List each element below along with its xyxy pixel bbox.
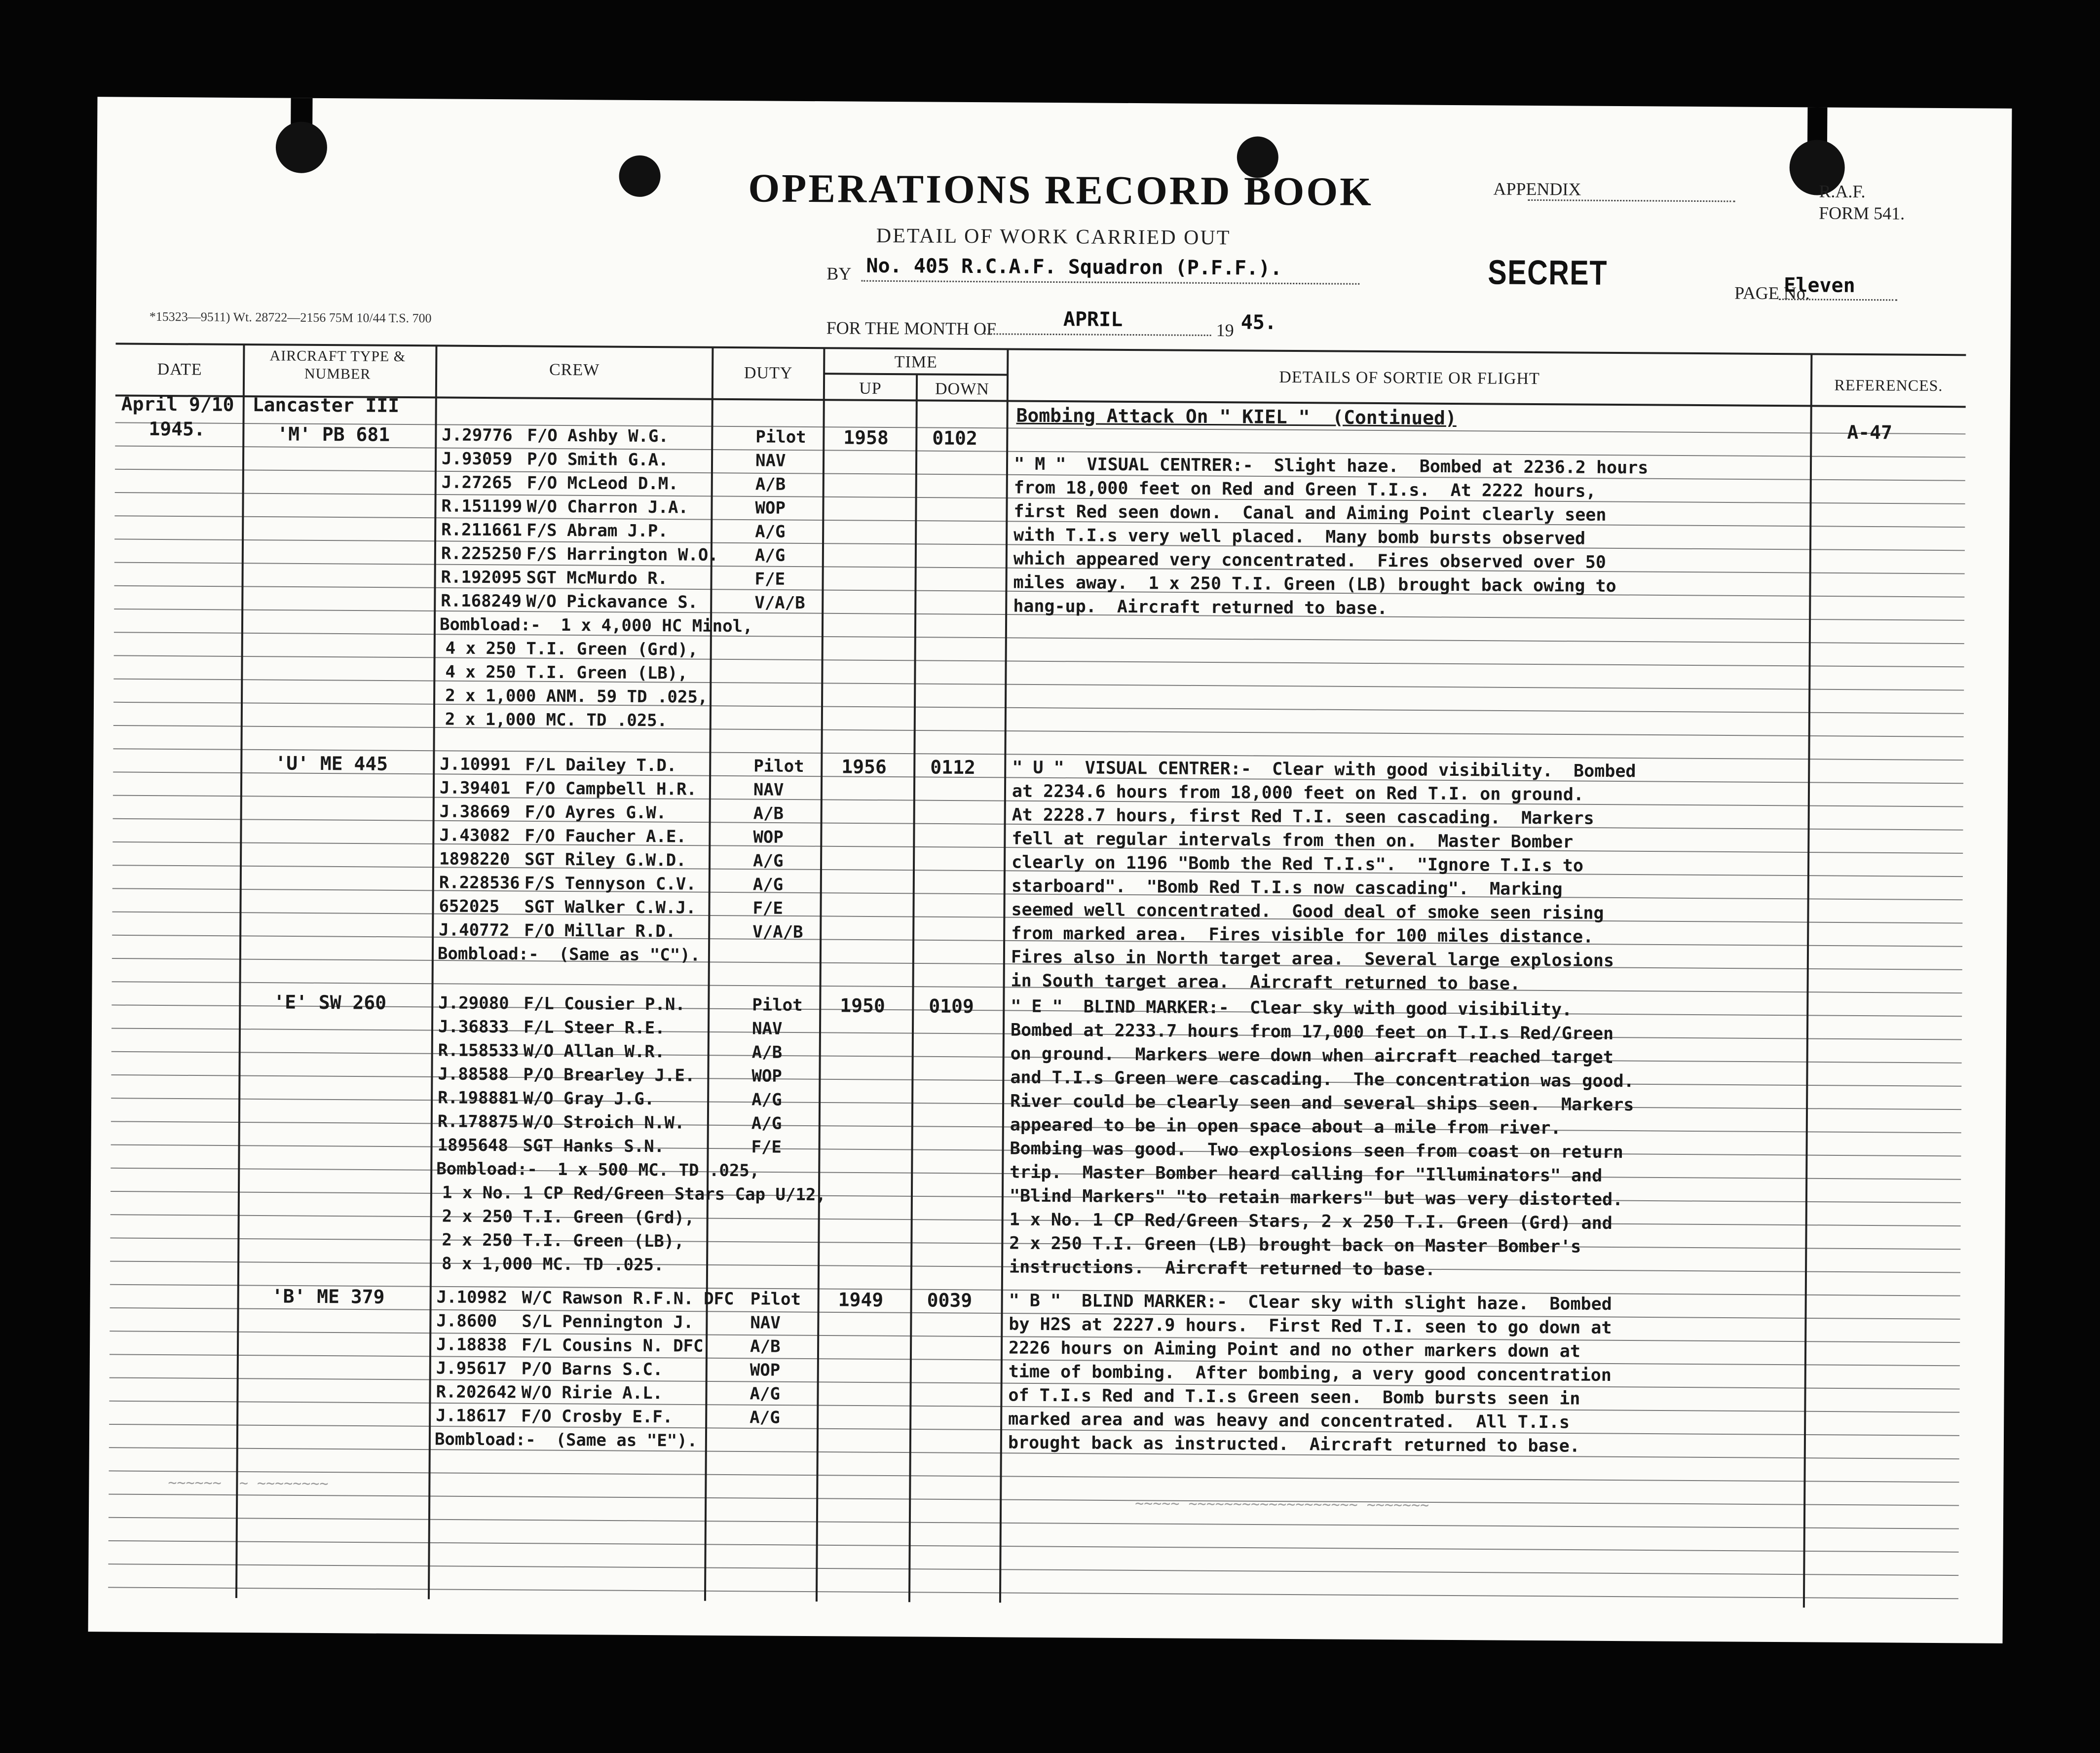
crew-member-name: S/L Pennington J. [522,1311,694,1333]
crew-duty: Pilot [755,427,806,447]
crew-duty: A/B [753,803,784,824]
bombload-line: 2 x 1,000 ANM. 59 TD .025, [445,686,708,707]
aircraft-number: 'M' PB 681 [277,423,390,446]
crew-member-name: W/O Allan W.R. [523,1041,665,1062]
crew-duty: F/E [752,898,784,918]
crew-service-number: J.10991 [440,754,511,775]
crew-member-name: F/O Campbell H.R. [525,778,697,800]
crew-member-name: F/O Crosby E.F. [521,1406,673,1427]
crew-service-number: 652025 [439,896,500,917]
header-aircraft: AIRCRAFT TYPE & NUMBER [269,347,406,382]
crew-duty: A/G [751,1113,782,1134]
crew-member-name: F/O McLeod D.M. [526,473,678,494]
crew-service-number: J.43082 [439,825,510,846]
bombload-line: 2 x 1,000 MC. TD .025. [445,709,668,731]
crew-service-number: J.36833 [438,1017,509,1037]
time-up: 1950 [840,994,885,1017]
sortie-detail-line: in South target area. Aircraft returned to base. [1011,971,1521,994]
aircraft-number: 'U' ME 445 [275,752,388,775]
aircraft-number: 'B' ME 379 [271,1285,385,1308]
time-down: 0102 [932,427,977,450]
crew-duty: F/E [751,1137,782,1157]
crew-service-number: 1898220 [439,849,510,870]
crew-member-name: SGT Hanks S.N. [523,1136,665,1157]
sortie-detail-line: At 2228.7 hours, first Red T.I. seen cascading. Markers [1012,805,1594,829]
crew-service-number: J.95617 [436,1358,507,1379]
sortie-detail-line: from 18,000 feet on Red and Green T.I.s. At 2222 hours, [1013,478,1596,501]
crew-duty: Pilot [753,756,804,776]
header-duty: DUTY [744,364,793,382]
crew-member-name: W/O Ririe A.L. [521,1382,663,1404]
crew-member-name: SGT Riley G.W.D. [524,849,686,871]
crew-service-number: R.211661 [441,520,523,540]
sortie-detail-line: 1 x No. 1 CP Red/Green Stars, 2 x 250 T.I. Green (Grd) and [1009,1210,1612,1233]
crew-duty: NAV [753,780,784,800]
crew-service-number: J.40772 [439,920,510,941]
crew-service-number: J.93059 [441,449,513,469]
crew-service-number: R.228536 [439,873,520,893]
sortie-detail-line: trip. Master Bomber heard calling for "Illuminators" and [1010,1162,1603,1186]
bombload-line: 4 x 250 T.I. Green (Grd), [445,638,698,660]
ruled-line [108,1564,1958,1575]
page-number: Eleven [1784,274,1855,297]
bombload-line: Bombload:- (Same as "C"). [437,944,701,965]
sortie-detail-line: first Red seen down. Canal and Aiming Point clearly seen [1013,501,1607,525]
crew-duty: A/G [752,851,784,871]
header-references: REFERENCES. [1834,376,1943,395]
crew-duty: NAV [751,1019,783,1039]
month-label: FOR THE MONTH OF [826,318,997,339]
raf-form-line-1: R.A.F. [1819,181,1866,202]
crew-member-name: F/O Ashby W.G. [527,425,669,447]
sortie-detail-line: clearly on 1196 "Bomb the Red T.I.s". "Ignore T.I.s to [1011,852,1584,876]
crew-service-number: J.29776 [442,425,513,446]
bombload-line: 4 x 250 T.I. Green (LB), [445,662,688,684]
crew-member-name: SGT Walker C.W.J. [524,897,696,918]
crew-member-name: W/O Charron J.A. [526,496,689,518]
crew-duty: A/G [750,1384,781,1404]
faded-typing: ~~~~~~ ~ ~~~~~~~~ [168,1474,329,1493]
sortie-detail-line: "Blind Markers" "to retain markers" but was very distorted. [1009,1186,1623,1210]
time-up: 1956 [841,756,887,778]
form-subtitle: DETAIL OF WORK CARRIED OUT [876,224,1231,250]
year-value: 45. [1240,311,1277,334]
bombload-line: 2 x 250 T.I. Green (Grd), [442,1206,695,1228]
sortie-detail-line: 2 x 250 T.I. Green (LB) brought back on Master Bomber's [1009,1233,1581,1257]
date-line-1: April 9/10 [121,393,234,416]
ruled-line [113,702,1964,714]
time-down: 0039 [927,1289,973,1312]
bombload-line: Bombload:- 1 x 500 MC. TD .025, [436,1159,760,1181]
crew-service-number: J.18838 [436,1334,507,1355]
sortie-detail-line: on ground. Markers were down when aircraft reached target [1010,1044,1613,1067]
month-value: APRIL [1063,308,1123,331]
crew-duty: V/A/B [754,593,805,613]
bombload-line: 2 x 250 T.I. Green (LB), [442,1230,684,1252]
ops-record-page [88,97,2012,1643]
reference-code: A-47 [1847,421,1893,444]
crew-member-name: F/L Dailey T.D. [525,755,677,776]
sortie-detail-line: miles away. 1 x 250 T.I. Green (LB) brought back owing to [1013,572,1616,596]
crew-member-name: W/O Gray J.G. [523,1088,655,1109]
sortie-detail-line: Bombed at 2233.7 hours from 17,000 feet on T.I.s Red/Green [1010,1020,1614,1044]
crew-service-number: J.8600 [436,1311,497,1332]
ruled-line [109,1471,1959,1482]
crew-service-number: J.27265 [441,472,513,493]
aircraft-number: 'E' SW 260 [273,991,387,1014]
sortie-detail-line: of T.I.s Red and T.I.s Green seen. Bomb bursts seen in [1008,1385,1580,1409]
crew-duty: WOP [755,498,786,518]
sortie-detail-line: at 2234.6 hours from 18,000 feet on Red T.I. on ground. [1012,781,1584,805]
crew-duty: WOP [750,1360,781,1380]
ruled-line [109,1541,1959,1552]
sortie-detail-line: Bombing was good. Two explosions seen from coast on return [1010,1139,1623,1163]
crew-service-number: J.29080 [438,993,509,1014]
crew-service-number: R.151199 [441,496,523,517]
ruled-line [109,1518,1959,1529]
sortie-detail-line: hang-up. Aircraft returned to base. [1013,596,1388,619]
crew-member-name: P/O Barns S.C. [521,1359,663,1380]
crew-member-name: F/L Cousier P.N. [524,993,685,1015]
ruled-line [109,1494,1959,1506]
crew-service-number: R.158533 [438,1040,519,1061]
sortie-detail-line: with T.I.s very well placed. Many bomb bursts observed [1013,525,1586,549]
sortie-detail-line: which appeared very concentrated. Fires observed over 50 [1013,549,1607,572]
sortie-detail-line: seemed well concentrated. Good deal of smoke seen rising [1011,900,1604,923]
crew-service-number: J.10982 [436,1287,508,1308]
sortie-detail-line: " B " BLIND MARKER:- Clear sky with slight haze. Bombed [1009,1291,1612,1314]
crew-member-name: F/S Harrington W.O. [526,544,718,565]
sortie-detail-line: by H2S at 2227.9 hours. First Red T.I. seen to go down at [1009,1314,1612,1338]
crew-member-name: F/S Tennyson C.V. [524,873,696,894]
sortie-detail-line: and T.I.s Green were cascading. The concentration was good. [1010,1067,1634,1092]
crew-service-number: R.168249 [441,591,522,611]
header-time: TIME [894,353,938,372]
attack-heading: Bombing Attack On " KIEL " (Continued) [1016,404,1457,429]
crew-duty: A/G [752,875,784,895]
ruled-line [113,679,1964,690]
crew-duty: A/G [754,545,786,566]
sortie-detail-line: Fires also in North target area. Several large explosions [1011,947,1614,971]
crew-member-name: W/O Pickavance S. [526,591,698,612]
crew-member-name: F/O Faucher A.E. [525,826,687,847]
crew-duty: WOP [753,827,784,847]
ruled-line [114,632,1964,644]
bombload-line: 1 x No. 1 CP Red/Green Stars Cap U/12, [442,1182,826,1205]
crew-duty: A/G [751,1090,782,1110]
crew-member-name: SGT McMurdo R. [526,568,668,589]
time-up: 1958 [843,426,889,449]
security-classification: SECRET [1488,253,1608,292]
crew-duty: F/E [754,569,786,589]
crew-member-name: F/S Abram J.P. [526,520,668,541]
sortie-detail-line: time of bombing. After bombing, a very good concentration [1008,1362,1612,1385]
sortie-detail-line: 2226 hours on Aiming Point and no other markers down at [1008,1338,1581,1362]
sortie-detail-line: marked area and was heavy and concentrated. All T.I.s [1008,1409,1570,1433]
sortie-detail-line: " U " VISUAL CENTRER:- Clear with good visibility. Bombed [1012,758,1636,782]
ruled-line [113,725,1964,737]
crew-duty: V/A/B [752,922,803,942]
sortie-detail-line: " E " BLIND MARKER:- Clear sky with good visibility. [1011,996,1573,1020]
print-code: *15323—9511) Wt. 28722—2156 75M 10/44 T.S. 700 [149,309,432,326]
crew-duty: A/G [750,1408,780,1428]
time-down: 0112 [930,756,975,779]
crew-member-name: W/C Rawson R.F.N. DFC [522,1288,734,1309]
crew-duty: A/B [750,1336,781,1357]
crew-service-number: J.88588 [438,1064,509,1085]
appendix-label: APPENDIX [1493,179,1581,199]
crew-duty: Pilot [752,995,803,1015]
crew-service-number: J.38669 [439,801,511,822]
time-down: 0109 [929,995,974,1018]
raf-form-line-2: FORM 541. [1819,203,1905,224]
bombload-line: Bombload:- (Same as "E"). [434,1429,698,1451]
sortie-detail-line: " M " VISUAL CENTRER:- Slight haze. Bombed at 2236.2 hours [1013,454,1649,478]
crew-service-number: R.178875 [437,1111,519,1132]
header-time-down: DOWN [935,380,989,399]
sortie-detail-line: appeared to be in open space about a mile from river. [1010,1115,1561,1139]
faded-typing: ~~~~~ ~~~~~~~~~~~~~~~~~~~ ~~~~~~~ [1135,1495,1429,1514]
crew-service-number: J.18617 [436,1406,507,1426]
crew-duty: NAV [750,1313,781,1333]
header-crew: CREW [549,360,600,380]
time-up: 1949 [838,1289,884,1311]
date-line-2: 1945. [149,418,205,440]
crew-member-name: P/O Smith G.A. [526,449,669,470]
bombload-line: 8 x 1,000 MC. TD .025. [441,1254,664,1275]
page-label: PAGE No. [1734,283,1810,304]
header-date: DATE [157,360,202,379]
ruled-line [108,1587,1958,1599]
by-label: BY [826,264,852,284]
crew-member-name: F/L Cousins N. DFC [521,1335,704,1356]
ruled-line [114,655,1964,667]
crew-service-number: R.198881 [438,1088,519,1108]
unit-name: No. 405 R.C.A.F. Squadron (P.F.F.). [866,254,1282,280]
sortie-detail-line: fell at regular intervals from then on. Master Bomber [1012,829,1574,852]
sortie-detail-line: instructions. Aircraft returned to base. [1009,1257,1436,1280]
crew-member-name: W/O Stroich N.W. [523,1112,685,1133]
crew-duty: A/B [751,1042,783,1063]
crew-duty: Pilot [750,1289,801,1309]
crew-member-name: P/O Brearley J.E. [523,1065,695,1086]
crew-service-number: J.39401 [439,778,511,799]
crew-service-number: R.192095 [441,567,522,588]
crew-member-name: F/L Steer R.E. [523,1017,665,1038]
crew-service-number: R.225250 [441,543,522,564]
crew-service-number: R.202642 [436,1382,517,1403]
form-title: OPERATIONS RECORD BOOK [748,165,1374,214]
crew-member-name: F/O Millar R.D. [524,920,676,942]
header-time-up: UP [859,379,882,398]
crew-duty: A/B [755,474,786,495]
sortie-detail-line: starboard". "Bomb Red T.I.s now cascading". Marking [1011,876,1563,900]
header-details: DETAILS OF SORTIE OR FLIGHT [1279,368,1540,388]
crew-duty: WOP [751,1066,782,1086]
crew-service-number: 1895648 [437,1135,508,1156]
crew-member-name: F/O Ayres G.W. [525,802,667,823]
aircraft-type: Lancaster III [252,394,400,417]
sortie-detail-line: brought back as instructed. Aircraft returned to base. [1008,1433,1580,1456]
sortie-detail-line: River could be clearly seen and several ships seen. Markers [1010,1091,1634,1115]
bombload-line: Bombload:- 1 x 4,000 HC Minol, [439,614,753,637]
crew-duty: NAV [755,451,786,471]
year-label: 19 [1216,320,1234,341]
sortie-detail-line: from marked area. Fires visible for 100 miles distance. [1011,923,1594,947]
crew-duty: A/G [755,522,786,542]
